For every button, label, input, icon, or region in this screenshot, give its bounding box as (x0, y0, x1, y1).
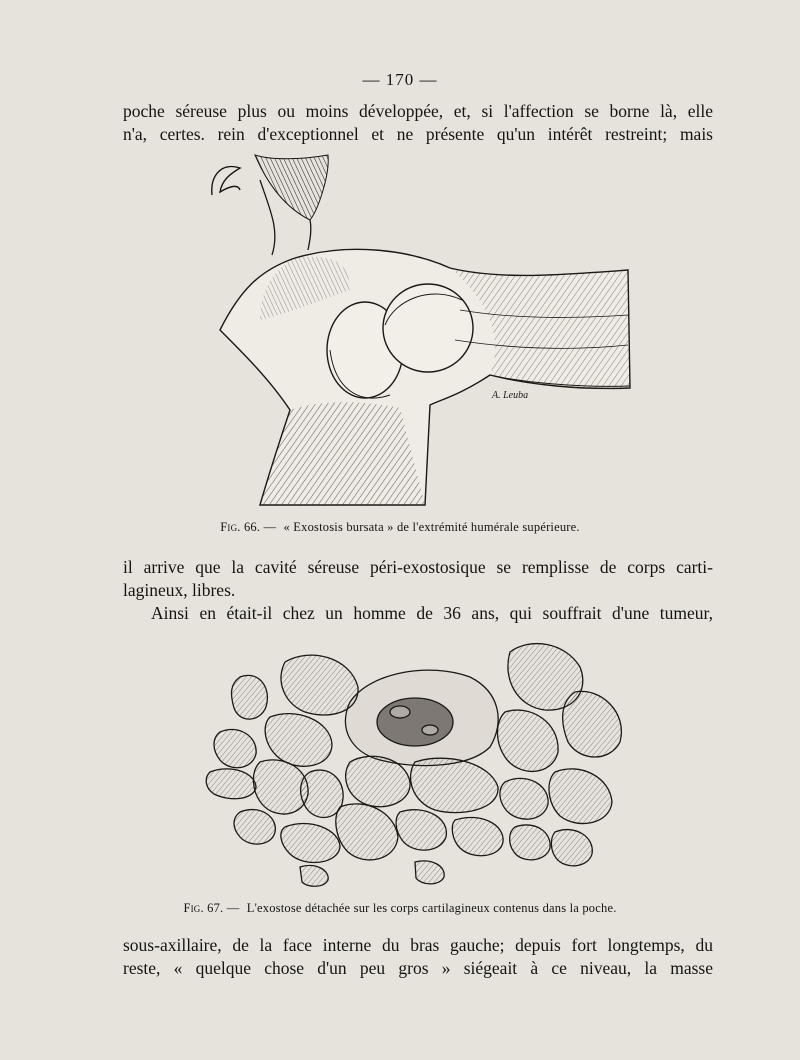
page-number: — 170 — (362, 70, 438, 89)
figure-label: Fig. 67. — (183, 901, 240, 915)
paragraph-top (123, 100, 713, 146)
text-line: Ainsi en était-il chez un homme de 36 ans, qui souffrait d'une tumeur, (151, 603, 713, 623)
paragraph-bottom (123, 934, 713, 980)
caption-text: « Exostosis bursata » de l'extrémité humérale supérieure. (283, 520, 580, 534)
text-line: sous-axillaire, de la face interne du bras gauche; depuis fort longtemps, du (123, 935, 713, 955)
figure-66-caption (0, 520, 800, 535)
figure-66-illustration (200, 150, 640, 510)
figure-67-caption (0, 901, 800, 916)
arm-exostosis-icon (200, 150, 640, 510)
text-line: poche séreuse plus ou moins développée, et, si l'affection se borne là, elle (123, 101, 713, 121)
caption-text: L'exostose détachée sur les corps cartilagineux contenus dans la poche. (246, 901, 617, 915)
figure-67-illustration (200, 632, 640, 892)
signature: A. Leuba (492, 390, 529, 401)
text-line: reste, « quelque chose d'un peu gros » siégeait à ce niveau, la masse (123, 958, 713, 978)
cartilaginous-bodies-icon (200, 632, 640, 892)
text-line: il arrive que la cavité séreuse péri-exostosique se remplisse de corps carti- (123, 557, 713, 577)
paragraph-middle (123, 556, 713, 625)
figure-label: Fig. 66. — (220, 520, 277, 534)
text-line: n'a, certes. rein d'exceptionnel et ne présente qu'un intérêt restreint; mais (123, 124, 713, 144)
text-line: lagineux, libres. (123, 580, 236, 600)
